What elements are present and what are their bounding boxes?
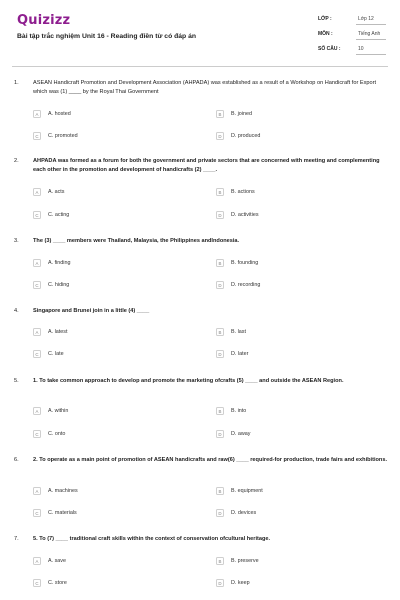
option-label: C. materials bbox=[48, 510, 77, 516]
option-letter-box: A bbox=[33, 188, 41, 196]
option-b[interactable] bbox=[216, 259, 366, 269]
option-b[interactable] bbox=[216, 407, 366, 417]
option-letter-box: C bbox=[33, 350, 41, 358]
option-letter-box: C bbox=[33, 430, 41, 438]
option-c[interactable] bbox=[33, 430, 183, 440]
option-letter-box: C bbox=[33, 579, 41, 587]
option-label: D. devices bbox=[231, 510, 257, 516]
option-letter-box: B bbox=[216, 188, 224, 196]
option-letter-box: D bbox=[216, 132, 224, 140]
question-text: 1. To take common approach to develop and promote the marketing ofcrafts (5) ____ and outside the ASEAN Region. bbox=[33, 378, 344, 384]
option-label: C. onto bbox=[48, 431, 66, 437]
option-label: D. recording bbox=[231, 282, 261, 288]
option-label: D. later bbox=[231, 351, 249, 357]
meta-count-label: SỐ CÂU : bbox=[318, 46, 341, 52]
meta-divider bbox=[356, 24, 386, 25]
meta-grade-value: Lớp 12 bbox=[358, 16, 374, 22]
option-label: C. store bbox=[48, 580, 67, 586]
question-number: 6. bbox=[14, 457, 19, 463]
option-letter-box: D bbox=[216, 211, 224, 219]
option-letter-box: D bbox=[216, 350, 224, 358]
option-c[interactable] bbox=[33, 579, 183, 589]
option-d[interactable] bbox=[216, 211, 366, 221]
question-number: 7. bbox=[14, 536, 19, 542]
option-letter-box: D bbox=[216, 509, 224, 517]
option-label: B. actions bbox=[231, 189, 255, 195]
option-label: A. hosted bbox=[48, 111, 71, 117]
meta-divider bbox=[356, 39, 386, 40]
worksheet-header bbox=[0, 0, 400, 62]
option-label: B. last bbox=[231, 329, 246, 335]
option-letter-box: C bbox=[33, 211, 41, 219]
option-c[interactable] bbox=[33, 281, 183, 291]
option-letter-box: B bbox=[216, 110, 224, 118]
option-d[interactable] bbox=[216, 579, 366, 589]
option-label: B. founding bbox=[231, 260, 259, 266]
option-a[interactable] bbox=[33, 259, 183, 269]
option-label: C. late bbox=[48, 351, 64, 357]
question-text: 2. To operate as a main point of promotion of ASEAN handicrafts and raw(6) ____ required-for production, trade fairs and exhibitions. bbox=[33, 457, 388, 463]
option-label: B. joined bbox=[231, 111, 252, 117]
meta-count-value: 10 bbox=[358, 46, 364, 52]
option-label: A. save bbox=[48, 558, 66, 564]
header-divider bbox=[12, 66, 388, 67]
option-letter-box: D bbox=[216, 281, 224, 289]
option-label: B. equipment bbox=[231, 488, 263, 494]
option-letter-box: B bbox=[216, 407, 224, 415]
meta-subject-value: Tiếng Anh bbox=[358, 31, 381, 37]
option-letter-box: A bbox=[33, 259, 41, 267]
option-label: A. acts bbox=[48, 189, 65, 195]
option-c[interactable] bbox=[33, 350, 183, 360]
meta-divider bbox=[356, 54, 386, 55]
option-letter-box: A bbox=[33, 110, 41, 118]
option-d[interactable] bbox=[216, 509, 366, 519]
option-letter-box: D bbox=[216, 430, 224, 438]
option-letter-box: B bbox=[216, 328, 224, 336]
question-number: 5. bbox=[14, 378, 19, 384]
question-text: AHPADA was formed as a forum for both the government and private sectors that are concerned with meeting and complementing each other in the promotion and development of handicrafts (2) ____. bbox=[33, 158, 380, 173]
option-b[interactable] bbox=[216, 328, 366, 338]
option-label: C. acting bbox=[48, 212, 70, 218]
question-text: 5. To (7) ____ traditional craft skills within the context of conservation ofcultural heritage. bbox=[33, 536, 271, 542]
option-label: D. produced bbox=[231, 133, 261, 139]
option-b[interactable] bbox=[216, 110, 366, 120]
option-letter-box: B bbox=[216, 259, 224, 267]
option-a[interactable] bbox=[33, 407, 183, 417]
option-a[interactable] bbox=[33, 328, 183, 338]
option-b[interactable] bbox=[216, 557, 366, 567]
option-label: B. preserve bbox=[231, 558, 259, 564]
meta-grade-label: LỚP : bbox=[318, 16, 332, 22]
option-label: A. within bbox=[48, 408, 69, 414]
option-d[interactable] bbox=[216, 430, 366, 440]
option-label: A. latest bbox=[48, 329, 68, 335]
option-c[interactable] bbox=[33, 211, 183, 221]
option-label: D. away bbox=[231, 431, 251, 437]
option-label: C. hiding bbox=[48, 282, 70, 288]
question-text: The (3) ____ members were Thailand, Malaysia, the Philippines andIndonesia. bbox=[33, 238, 240, 244]
option-letter-box: C bbox=[33, 132, 41, 140]
option-c[interactable] bbox=[33, 509, 183, 519]
option-label: D. keep bbox=[231, 580, 250, 586]
option-c[interactable] bbox=[33, 132, 183, 142]
question-text: Singapore and Brunei join in a little (4) ____ bbox=[33, 308, 150, 314]
option-label: D. activities bbox=[231, 212, 259, 218]
option-b[interactable] bbox=[216, 188, 366, 198]
option-b[interactable] bbox=[216, 487, 366, 497]
option-a[interactable] bbox=[33, 110, 183, 120]
option-letter-box: A bbox=[33, 328, 41, 336]
option-d[interactable] bbox=[216, 350, 366, 360]
question-text: ASEAN Handicraft Promotion and Development Association (AHPADA) was established as a result of a Workshop on Handicraft for Export which was (1) ____ by the Royal Thai Government bbox=[33, 80, 377, 95]
option-letter-box: B bbox=[216, 487, 224, 495]
option-label: B. into bbox=[231, 408, 247, 414]
option-letter-box: C bbox=[33, 281, 41, 289]
option-d[interactable] bbox=[216, 281, 366, 291]
option-label: A. machines bbox=[48, 488, 78, 494]
question-number: 1. bbox=[14, 80, 19, 86]
worksheet-title: Bài tập trắc nghiệm Unit 16 - Reading điền từ có đáp án bbox=[17, 33, 197, 40]
option-label: A. finding bbox=[48, 260, 71, 266]
option-letter-box: B bbox=[216, 557, 224, 565]
question-number: 4. bbox=[14, 308, 19, 314]
option-letter-box: A bbox=[33, 487, 41, 495]
option-letter-box: D bbox=[216, 579, 224, 587]
meta-subject-label: MÔN : bbox=[318, 31, 333, 37]
option-letter-box: C bbox=[33, 509, 41, 517]
option-a[interactable] bbox=[33, 557, 183, 567]
quizizz-logo: Quizizz bbox=[17, 13, 71, 28]
question-number: 2. bbox=[14, 158, 19, 164]
option-d[interactable] bbox=[216, 132, 366, 142]
option-a[interactable] bbox=[33, 487, 183, 497]
option-letter-box: A bbox=[33, 407, 41, 415]
option-letter-box: A bbox=[33, 557, 41, 565]
option-a[interactable] bbox=[33, 188, 183, 198]
option-label: C. promoted bbox=[48, 133, 78, 139]
question-number: 3. bbox=[14, 238, 19, 244]
